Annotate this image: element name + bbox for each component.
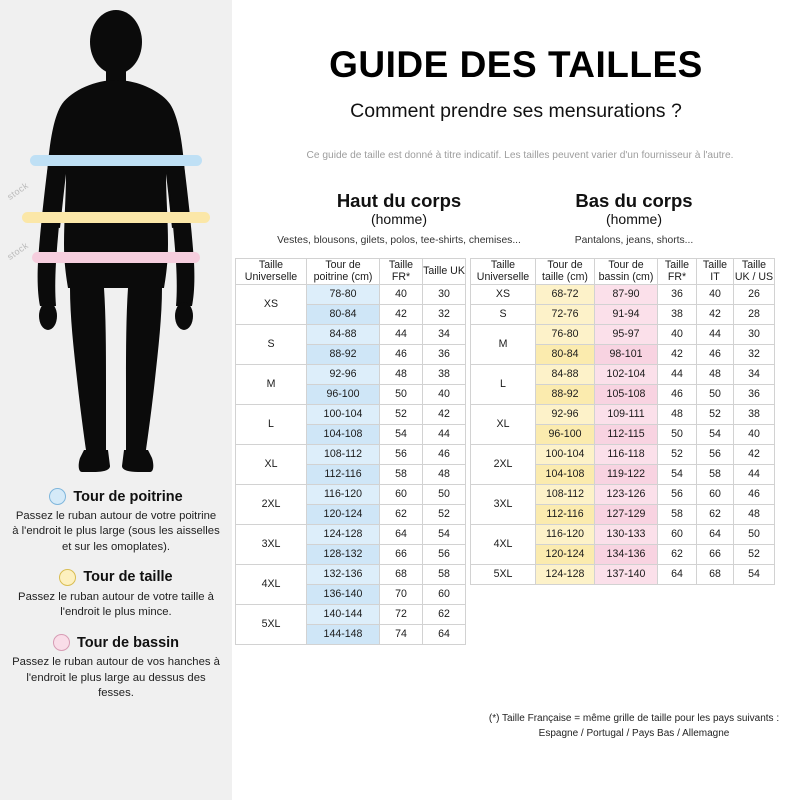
cell-hips: 98-101 [595,344,658,364]
table-row [236,604,466,624]
page-subtitle: Comment prendre ses mensurations ? [350,100,682,122]
table-row [471,564,775,584]
table-row [471,304,775,324]
cell-uk-us: 30 [734,324,775,344]
col-chest: Tour de poitrine (cm) [307,258,380,284]
col-fr: Taille FR* [380,258,423,284]
cell-it: 62 [697,504,734,524]
table-row [236,524,466,544]
upper-body-description: Vestes, blousons, gilets, polos, tee-shirts, chemises... [277,235,521,246]
lower-body-description: Pantalons, jeans, shorts... [574,235,694,246]
upper-table-body [236,284,466,644]
table-row [471,284,775,304]
legend-title-waist [12,569,220,586]
cell-uk-us: 52 [734,544,775,564]
cell-uk-us: 44 [734,464,775,484]
cell-hips: 119-122 [595,464,658,484]
cell-hips: 130-133 [595,524,658,544]
circle-blue-icon [49,488,66,505]
cell-fr: 46 [380,344,423,364]
cell-uk: 56 [423,544,466,564]
cell-hips: 109-111 [595,404,658,424]
watermark-text: stock [5,240,31,262]
cell-uk-us: 36 [734,384,775,404]
cell-fr: 48 [658,404,697,424]
cell-uk: 54 [423,524,466,544]
cell-chest: 112-116 [307,464,380,484]
cell-hips: 112-115 [595,424,658,444]
cell-fr: 68 [380,564,423,584]
legend-description: Passez le ruban autour de votre taille à l'endroit le plus mince. [18,590,214,618]
cell-fr: 74 [380,624,423,644]
cell-fr: 52 [658,444,697,464]
legend-item-waist [0,569,232,621]
table-header-row [236,258,466,284]
chest-measure-band [30,155,202,166]
cell-uk: 38 [423,364,466,384]
table-row [471,324,775,344]
cell-uk-us: 48 [734,504,775,524]
col-fr: Taille FR* [658,258,697,284]
upper-body-table [235,258,466,645]
cell-fr: 62 [658,544,697,564]
cell-uk: 46 [423,444,466,464]
footnote: (*) Taille Française = même grille de taille pour les pays suivants : Espagne / Portugal / Pays Bas / Allemagne [488,713,780,739]
cell-universal-size: 2XL [236,484,307,524]
cell-hips: 116-118 [595,444,658,464]
cell-fr: 58 [658,504,697,524]
cell-hips: 105-108 [595,384,658,404]
lower-table-body [471,284,775,584]
cell-uk: 52 [423,504,466,524]
cell-universal-size: L [236,404,307,444]
col-it: Taille IT [697,258,734,284]
table-row [471,524,775,544]
cell-fr: 42 [658,344,697,364]
table-row [236,444,466,464]
cell-it: 54 [697,424,734,444]
cell-uk: 60 [423,584,466,604]
cell-uk-us: 26 [734,284,775,304]
cell-waist: 100-104 [536,444,595,464]
legend-item-chest [0,488,232,555]
legend-label: Tour de poitrine [73,488,183,505]
cell-it: 50 [697,384,734,404]
cell-chest: 132-136 [307,564,380,584]
cell-chest: 80-84 [307,304,380,324]
cell-universal-size: 3XL [236,524,307,564]
cell-universal-size: XL [471,404,536,444]
cell-fr: 66 [380,544,423,564]
cell-uk: 48 [423,464,466,484]
disclaimer-text: Ce guide de taille est donné à titre indicatif. Les tailles peuvent varier d'un fournisseur à l'autre. [306,150,734,161]
cell-waist: 116-120 [536,524,595,544]
col-waist: Tour de taille (cm) [536,258,595,284]
cell-uk-us: 28 [734,304,775,324]
cell-fr: 56 [380,444,423,464]
cell-universal-size: 3XL [471,484,536,524]
cell-waist: 68-72 [536,284,595,304]
cell-fr: 60 [658,524,697,544]
cell-uk-us: 38 [734,404,775,424]
cell-waist: 88-92 [536,384,595,404]
lower-body-block [470,190,798,585]
cell-chest: 116-120 [307,484,380,504]
cell-waist: 120-124 [536,544,595,564]
cell-it: 64 [697,524,734,544]
cell-uk: 36 [423,344,466,364]
cell-fr: 44 [380,324,423,344]
cell-chest: 108-112 [307,444,380,464]
cell-chest: 88-92 [307,344,380,364]
cell-universal-size: M [471,324,536,364]
cell-fr: 62 [380,504,423,524]
cell-uk-us: 50 [734,524,775,544]
cell-it: 44 [697,324,734,344]
cell-chest: 100-104 [307,404,380,424]
cell-waist: 84-88 [536,364,595,384]
cell-uk: 64 [423,624,466,644]
cell-fr: 46 [658,384,697,404]
cell-chest: 136-140 [307,584,380,604]
legend-label: Tour de taille [83,569,173,586]
cell-fr: 64 [380,524,423,544]
cell-hips: 91-94 [595,304,658,324]
cell-fr: 36 [658,284,697,304]
cell-chest: 78-80 [307,284,380,304]
cell-universal-size: XS [471,284,536,304]
cell-it: 68 [697,564,734,584]
cell-chest: 104-108 [307,424,380,444]
cell-waist: 108-112 [536,484,595,504]
page-title: GUIDE DES TAILLES [329,44,703,85]
cell-hips: 95-97 [595,324,658,344]
cell-waist: 104-108 [536,464,595,484]
cell-uk: 42 [423,404,466,424]
cell-uk-us: 40 [734,424,775,444]
cell-universal-size: S [471,304,536,324]
cell-waist: 76-80 [536,324,595,344]
legend-title-chest [12,488,220,505]
cell-waist: 72-76 [536,304,595,324]
cell-it: 60 [697,484,734,504]
cell-uk: 50 [423,484,466,504]
cell-universal-size: 4XL [471,524,536,564]
table-row [471,364,775,384]
cell-it: 58 [697,464,734,484]
table-row [471,484,775,504]
cell-it: 52 [697,404,734,424]
waist-measure-band [22,212,210,223]
cell-universal-size: 4XL [236,564,307,604]
cell-uk: 58 [423,564,466,584]
cell-fr: 54 [380,424,423,444]
cell-chest: 84-88 [307,324,380,344]
col-universal-size: Taille Universelle [236,258,307,284]
circle-pink-icon [53,634,70,651]
cell-chest: 128-132 [307,544,380,564]
illustration-panel [0,0,232,800]
cell-universal-size: 5XL [471,564,536,584]
cell-uk-us: 32 [734,344,775,364]
cell-it: 46 [697,344,734,364]
cell-fr: 54 [658,464,697,484]
cell-chest: 144-148 [307,624,380,644]
upper-body-title: Haut du corps [336,190,462,211]
cell-uk: 62 [423,604,466,624]
lower-body-table [470,258,775,585]
table-row [236,484,466,504]
cell-uk: 34 [423,324,466,344]
cell-universal-size: XS [236,284,307,324]
cell-hips: 87-90 [595,284,658,304]
cell-universal-size: XL [236,444,307,484]
body-silhouette [0,0,232,480]
cell-waist: 124-128 [536,564,595,584]
cell-waist: 112-116 [536,504,595,524]
cell-uk-us: 54 [734,564,775,584]
cell-waist: 96-100 [536,424,595,444]
col-uk: Taille UK [423,258,466,284]
cell-chest: 92-96 [307,364,380,384]
cell-hips: 134-136 [595,544,658,564]
cell-fr: 56 [658,484,697,504]
cell-fr: 72 [380,604,423,624]
cell-fr: 40 [658,324,697,344]
lower-body-subtitle: (homme) [605,211,662,227]
table-row [236,364,466,384]
cell-uk: 30 [423,284,466,304]
cell-it: 66 [697,544,734,564]
cell-uk-us: 46 [734,484,775,504]
cell-chest: 120-124 [307,504,380,524]
cell-fr: 50 [380,384,423,404]
cell-hips: 123-126 [595,484,658,504]
male-body-icon [0,0,232,480]
lower-body-title: Bas du corps [575,190,693,211]
col-hips: Tour de bassin (cm) [595,258,658,284]
cell-it: 48 [697,364,734,384]
table-row [471,404,775,424]
cell-fr: 48 [380,364,423,384]
cell-fr: 70 [380,584,423,604]
col-universal-size: Taille Universelle [471,258,536,284]
watermark-text: stock [5,180,31,202]
cell-universal-size: 2XL [471,444,536,484]
cell-chest: 140-144 [307,604,380,624]
cell-it: 42 [697,304,734,324]
cell-universal-size: L [471,364,536,404]
cell-fr: 42 [380,304,423,324]
legend-description: Passez le ruban autour de votre poitrine à l'endroit le plus large (sous les aisselles et sur les omoplates). [12,510,220,553]
table-row [236,564,466,584]
cell-fr: 50 [658,424,697,444]
cell-hips: 102-104 [595,364,658,384]
cell-fr: 58 [380,464,423,484]
cell-waist: 80-84 [536,344,595,364]
cell-waist: 92-96 [536,404,595,424]
legend-item-hips [0,634,232,701]
hips-measure-band [32,252,200,263]
cell-universal-size: S [236,324,307,364]
table-row [471,444,775,464]
cell-fr: 64 [658,564,697,584]
cell-it: 40 [697,284,734,304]
cell-hips: 127-129 [595,504,658,524]
cell-fr: 60 [380,484,423,504]
cell-uk: 40 [423,384,466,404]
cell-uk: 32 [423,304,466,324]
cell-fr: 40 [380,284,423,304]
cell-uk-us: 42 [734,444,775,464]
legend [0,488,232,715]
cell-universal-size: M [236,364,307,404]
legend-description: Passez le ruban autour de vos hanches à l'endroit le plus large au dessus des fesses. [12,656,220,699]
table-row [236,324,466,344]
cell-fr: 44 [658,364,697,384]
cell-uk: 44 [423,424,466,444]
table-header-row [471,258,775,284]
cell-universal-size: 5XL [236,604,307,644]
col-uk-us: Taille UK / US [734,258,774,284]
table-row [236,284,466,304]
upper-body-subtitle: (homme) [370,211,427,227]
cell-it: 56 [697,444,734,464]
legend-label: Tour de bassin [76,634,180,651]
table-row [236,404,466,424]
cell-hips: 137-140 [595,564,658,584]
cell-chest: 124-128 [307,524,380,544]
legend-title-hips [12,634,220,651]
circle-yellow-icon [59,569,76,586]
cell-uk-us: 34 [734,364,775,384]
cell-chest: 96-100 [307,384,380,404]
cell-fr: 52 [380,404,423,424]
cell-fr: 38 [658,304,697,324]
